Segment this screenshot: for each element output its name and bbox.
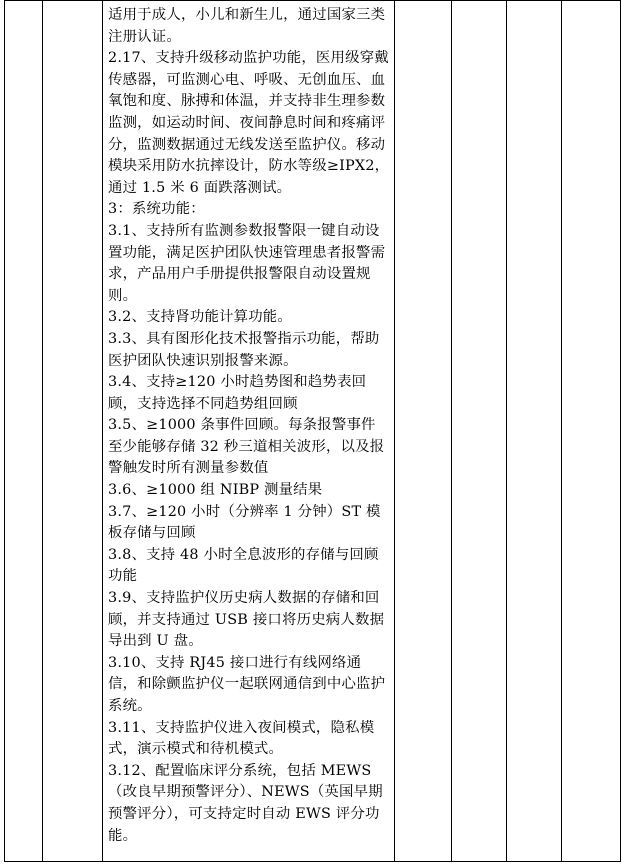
paragraph: 3.1、支持所有监测参数报警限一键自动设置功能，满足医护团队快速管理患者报警需求，产品用户手册提供报警限自动设置规则。 bbox=[108, 222, 386, 304]
unit-cell bbox=[452, 1, 507, 862]
paragraph: 3.10、支持 RJ45 接口进行有线网络通信，和除颤监护仪一起联网通信到中心监护系统。 bbox=[108, 654, 386, 714]
paragraph: 3.9、支持监护仪历史病人数据的存储和回顾，并支持通过 USB 接口将历史病人数据导出到 U 盘。 bbox=[108, 590, 385, 650]
remarks-cell bbox=[562, 1, 621, 862]
paragraph: 3.7、≥120 小时（分辨率 1 分钟）ST 模板存储与回顾 bbox=[108, 503, 381, 542]
section-heading: 3：系统功能： bbox=[108, 201, 205, 218]
serial-number-cell bbox=[5, 1, 43, 862]
paragraph: 3.2、支持肾功能计算功能。 bbox=[108, 309, 292, 326]
paragraph: 3.3、具有图形化技术报警指示功能，帮助医护团队快速识别报警来源。 bbox=[108, 330, 380, 369]
quantity-cell bbox=[395, 1, 452, 862]
technical-requirements-cell bbox=[103, 1, 395, 862]
paragraph: 3.4、支持≥120 小时趋势图和趋势表回顾，支持选择不同趋势组回顾 bbox=[108, 374, 367, 412]
price-cell bbox=[507, 1, 562, 862]
table-row bbox=[5, 1, 621, 862]
item-name-cell bbox=[43, 1, 103, 862]
paragraph: 适用于成人，小儿和新生儿，通过国家三类注册认证。 bbox=[108, 7, 386, 45]
paragraph: 3.5、≥1000 条事件回顾。每条报警事件至少能够存储 32 秒三道相关波形，以及报警触发时所有测量参数值 bbox=[108, 417, 385, 477]
paragraph: 2.17、支持升级移动监护功能，医用级穿戴传感器，可监测心电、呼吸、无创血压、血氧饱和度、脉搏和体温，并支持非生理参数监测，如运动时间、夜间静息时间和疼痛评分，监测数据通过无线发送至监护仪。移动模块采用防水抗摔设计，防水等级≥IPX2，通过 1.5 米 6 面跌落测试。 bbox=[108, 50, 390, 196]
paragraph: 3.6、≥1000 组 NIBP 测量结果 bbox=[108, 482, 323, 499]
specification-table bbox=[4, 0, 621, 862]
paragraph: 3.11、支持监护仪进入夜间模式，隐私模式，演示模式和待机模式。 bbox=[108, 719, 375, 758]
paragraph: 3.8、支持 48 小时全息波形的存储与回顾功能 bbox=[108, 546, 379, 585]
paragraph: 3.12、配置临床评分系统，包括 MEWS（改良早期预警评分）、NEWS（英国早期预警评分），可支持定时自动 EWS 评分功能。 bbox=[108, 762, 383, 844]
requirements-text bbox=[103, 1, 394, 847]
